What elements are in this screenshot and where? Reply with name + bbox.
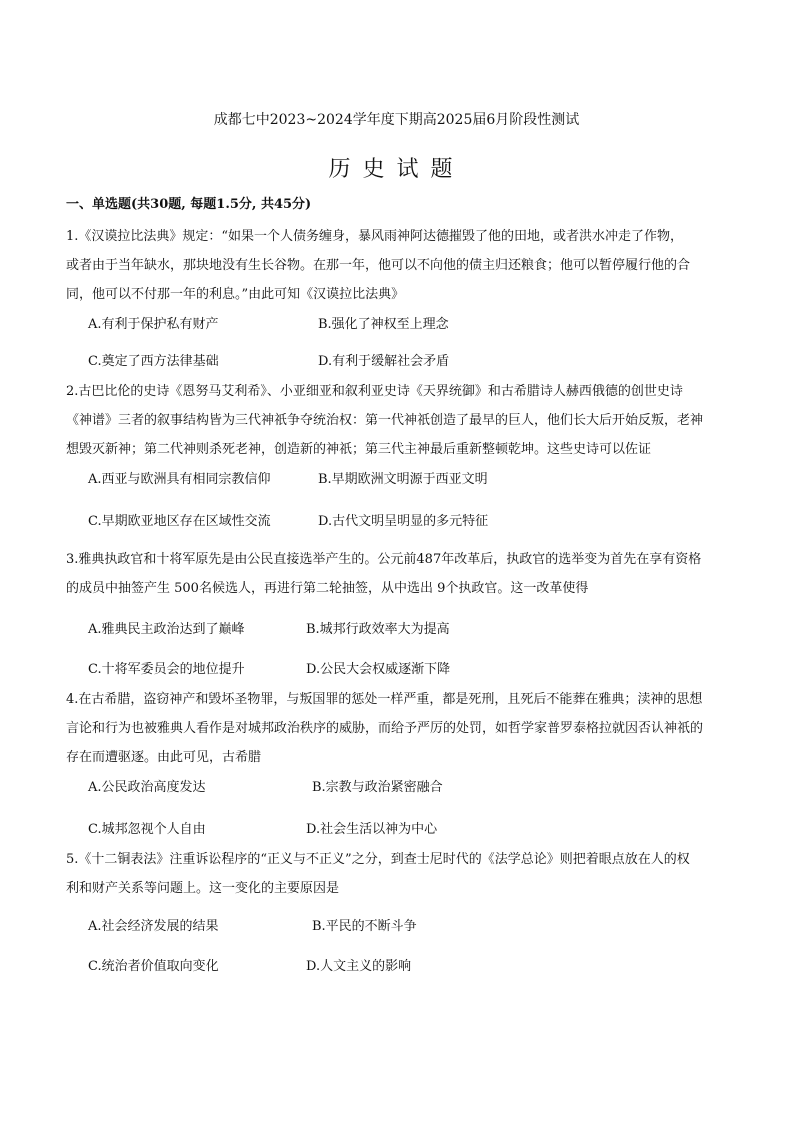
question-1-line-2: 或者由于当年缺水，那块地没有生长谷物。在那一年，他可以不向他的债主归还粮食；他可以暂停履行他的合 [66,258,691,273]
question-4-option-d[interactable]: D.社会生活以神为中心 [306,822,438,837]
question-1-option-a[interactable]: A.有利于保护私有财产 [88,317,219,332]
question-2-option-c[interactable]: C.早期欧亚地区存在区域性交流 [88,514,271,529]
question-1-option-c[interactable]: C.奠定了西方法律基础 [88,354,219,369]
question-3-option-a[interactable]: A.雅典民主政治达到了巅峰 [88,622,245,637]
question-5-option-b[interactable]: B.平民的不断斗争 [312,919,417,934]
question-4-option-a[interactable]: A.公民政治高度发达 [88,780,206,795]
question-1-line-1: 1.《汉谟拉比法典》规定：“如果一个人债务缠身，暴风雨神阿达德摧毁了他的田地，或者洪水冲走了作物， [66,229,684,244]
question-5-option-d[interactable]: D.人文主义的影响 [306,959,412,974]
question-2-option-b[interactable]: B.早期欧洲文明源于西亚文明 [318,472,488,487]
question-2-option-a[interactable]: A.西亚与欧洲具有相同宗教信仰 [88,472,271,487]
page-title: 历史试题 [328,157,465,182]
question-4-line-3: 存在而遭驱逐。由此可见，古希腊 [66,750,262,765]
question-5-option-a[interactable]: A.社会经济发展的结果 [88,919,219,934]
question-3-line-1: 3.雅典执政官和十将军原先是由公民直接选举产生的。公元前487年改革后，执政官的选举变为首先在享有资格 [66,552,702,567]
question-3-option-d[interactable]: D.公民大会权威逐渐下降 [306,662,451,677]
question-4-option-c[interactable]: C.城邦忽视个人自由 [88,822,206,837]
question-2-line-3: 想毁灭新神；第二代神则杀死老神，创造新的神祇；第三代主神最后重新整顿乾坤。这些史诗可以佐证 [66,442,652,457]
question-1-option-b[interactable]: B.强化了神权至上理念 [318,317,449,332]
question-2-line-1: 2.古巴比伦的史诗《恩努马艾利希》、小亚细亚和叙利亚史诗《天界统御》和古希腊诗人赫西俄德的创世史诗 [66,384,683,399]
question-1-option-d[interactable]: D.有利于缓解社会矛盾 [318,354,450,369]
question-4-option-b[interactable]: B.宗教与政治紧密融合 [312,780,443,795]
question-5-option-c[interactable]: C.统治者价值取向变化 [88,959,219,974]
question-3-option-c[interactable]: C.十将军委员会的地位提升 [88,662,245,677]
question-2-option-d[interactable]: D.古代文明呈明显的多元特征 [318,514,489,529]
question-5-line-1: 5.《十二铜表法》注重诉讼程序的“正义与不正义”之分，到查士尼时代的《法学总论》则把着眼点放在人的权 [66,852,690,867]
question-2-line-2: 《神谱》三者的叙事结构皆为三代神祇争夺统治权：第一代神祇创造了最早的巨人，他们长大后开始反叛，老神 [66,413,704,428]
question-3-line-2: 的成员中抽签产生 500名候选人，再进行第二轮抽签，从中选出 9个执政官。这一改革使得 [66,581,589,596]
question-1-line-3: 同，他可以不付那一年的利息。”由此可知《汉谟拉比法典》 [66,287,405,302]
document-header: 成都七中2023~2024学年度下期高2025届6月阶段性测试 [213,112,580,128]
section-heading: 一、单选题(共30题, 每题1.5分, 共45分) [66,197,312,212]
question-3-option-b[interactable]: B.城邦行政效率大为提高 [306,622,450,637]
question-5-line-2: 利和财产关系等问题上。这一变化的主要原因是 [66,881,340,896]
question-4-line-2: 言论和行为也被雅典人看作是对城邦政治秩序的威胁，而给予严厉的处罚，如哲学家普罗泰格拉就因否认神祇的 [66,721,704,736]
question-4-line-1: 4.在古希腊，盗窃神产和毁坏圣物罪，与叛国罪的惩处一样严重，都是死刑，且死后不能葬在雅典；渎神的思想 [66,692,703,707]
